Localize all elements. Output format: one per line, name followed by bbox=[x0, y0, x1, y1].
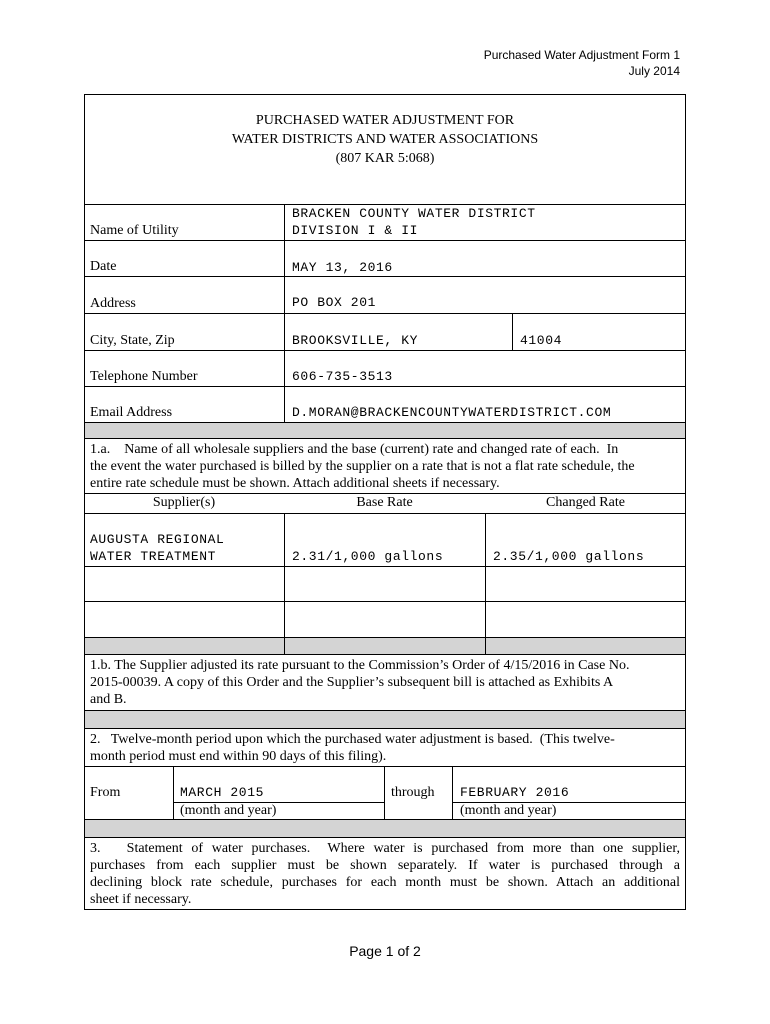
section-1b-line-3: and B. bbox=[90, 692, 127, 707]
address-label: Address bbox=[90, 296, 136, 311]
changed-rate-column-header: Changed Rate bbox=[546, 495, 625, 510]
section-3-line-1: 3. Statement of water purchases. Where water is purchased from more than one supplier, bbox=[90, 841, 680, 856]
base-rate-cell-empty[interactable] bbox=[285, 602, 485, 637]
page-number: Page 1 of 2 bbox=[349, 943, 421, 959]
supplier-cell-empty[interactable] bbox=[85, 567, 284, 601]
telephone-value[interactable]: 606-735-3513 bbox=[292, 369, 393, 384]
column-divider bbox=[452, 766, 453, 819]
divider bbox=[84, 240, 686, 241]
column-divider bbox=[173, 766, 174, 819]
supplier-name-line-1[interactable]: AUGUSTA REGIONAL bbox=[90, 532, 225, 547]
changed-rate-value[interactable]: 2.35/1,000 gallons bbox=[493, 549, 645, 564]
divider bbox=[84, 493, 686, 494]
section-1a-line-2: the event the water purchased is billed by the supplier on a rate that is not a flat rate schedule, the bbox=[90, 459, 635, 474]
email-value[interactable]: D.MORAN@BRACKENCOUNTYWATERDISTRICT.COM bbox=[292, 405, 612, 420]
section-separator bbox=[85, 423, 685, 438]
base-rate-cell-empty[interactable] bbox=[285, 567, 485, 601]
section-3-line-4: sheet if necessary. bbox=[90, 892, 192, 907]
through-hint: (month and year) bbox=[460, 803, 557, 818]
section-1b-line-1: 1.b. The Supplier adjusted its rate pursuant to the Commission’s Order of 4/15/2016 in Case No. bbox=[90, 658, 630, 673]
column-divider bbox=[384, 766, 385, 819]
changed-rate-cell-empty[interactable] bbox=[486, 567, 685, 601]
section-separator bbox=[85, 711, 685, 728]
form-title bbox=[84, 111, 686, 168]
divider bbox=[84, 766, 686, 767]
date-label: Date bbox=[90, 259, 117, 274]
title-line-3: (807 KAR 5:068) bbox=[335, 151, 435, 166]
supplier-cell-empty[interactable] bbox=[85, 602, 284, 637]
divider bbox=[84, 837, 686, 838]
telephone-label: Telephone Number bbox=[90, 369, 198, 384]
divider bbox=[84, 654, 686, 655]
title-line-1: PURCHASED WATER ADJUSTMENT FOR bbox=[255, 113, 515, 128]
form-name: Purchased Water Adjustment Form 1 bbox=[483, 48, 680, 62]
divider bbox=[84, 438, 686, 439]
section-2-line-1: 2. Twelve-month period upon which the purchased water adjustment is based. (This twelve- bbox=[90, 732, 615, 747]
address-value[interactable]: PO BOX 201 bbox=[292, 295, 377, 310]
section-3-text bbox=[90, 840, 680, 908]
section-separator bbox=[85, 820, 685, 837]
section-1a-instructions bbox=[90, 441, 682, 492]
section-separator bbox=[85, 637, 685, 654]
name-of-utility-value-line-2[interactable]: DIVISION I & II bbox=[292, 223, 419, 238]
email-label: Email Address bbox=[90, 405, 173, 420]
section-1b-line-2: 2015-00039. A copy of this Order and the Supplier’s subsequent bill is attached as Exhibits A bbox=[90, 675, 614, 690]
section-1b-text bbox=[90, 657, 682, 708]
city-state-value[interactable]: BROOKSVILLE, KY bbox=[292, 333, 419, 348]
divider bbox=[84, 276, 686, 277]
base-rate-column-header: Base Rate bbox=[356, 495, 413, 510]
divider bbox=[84, 728, 686, 729]
from-hint: (month and year) bbox=[180, 803, 277, 818]
section-2-text bbox=[90, 731, 682, 765]
through-label: through bbox=[391, 785, 435, 800]
base-rate-value[interactable]: 2.31/1,000 gallons bbox=[292, 549, 444, 564]
form-date: July 2014 bbox=[628, 64, 680, 78]
city-state-zip-label: City, State, Zip bbox=[90, 333, 175, 348]
divider bbox=[84, 386, 686, 387]
zip-value[interactable]: 41004 bbox=[520, 333, 563, 348]
date-value[interactable]: MAY 13, 2016 bbox=[292, 260, 393, 275]
divider bbox=[84, 350, 686, 351]
name-of-utility-label: Name of Utility bbox=[90, 223, 179, 238]
divider bbox=[84, 637, 686, 638]
section-1a-line-3: entire rate schedule must be shown. Attach additional sheets if necessary. bbox=[90, 476, 500, 491]
column-divider bbox=[512, 313, 513, 350]
name-of-utility-value-line-1[interactable]: BRACKEN COUNTY WATER DISTRICT bbox=[292, 206, 536, 221]
from-value[interactable]: MARCH 2015 bbox=[180, 785, 265, 800]
form-id-header bbox=[484, 47, 680, 79]
from-label: From bbox=[90, 785, 121, 800]
changed-rate-cell-empty[interactable] bbox=[486, 602, 685, 637]
supplier-name-line-2[interactable]: WATER TREATMENT bbox=[90, 549, 217, 564]
section-1a-line-1: 1.a. Name of all wholesale suppliers and the base (current) rate and changed rate of each. In bbox=[90, 442, 619, 457]
section-3-line-3: declining block rate schedule, purchases for each month must be shown. Attach an additional bbox=[90, 875, 680, 890]
section-3-line-2: purchases from each supplier must be shown separately. If water is purchased through a bbox=[90, 858, 680, 873]
column-divider bbox=[284, 204, 285, 422]
supplier-column-header: Supplier(s) bbox=[152, 495, 216, 510]
section-2-line-2: month period must end within 90 days of this filing). bbox=[90, 749, 387, 764]
divider bbox=[84, 313, 686, 314]
title-line-2: WATER DISTRICTS AND WATER ASSOCIATIONS bbox=[231, 132, 539, 147]
divider bbox=[84, 513, 686, 514]
divider bbox=[84, 204, 686, 205]
through-value[interactable]: FEBRUARY 2016 bbox=[460, 785, 570, 800]
